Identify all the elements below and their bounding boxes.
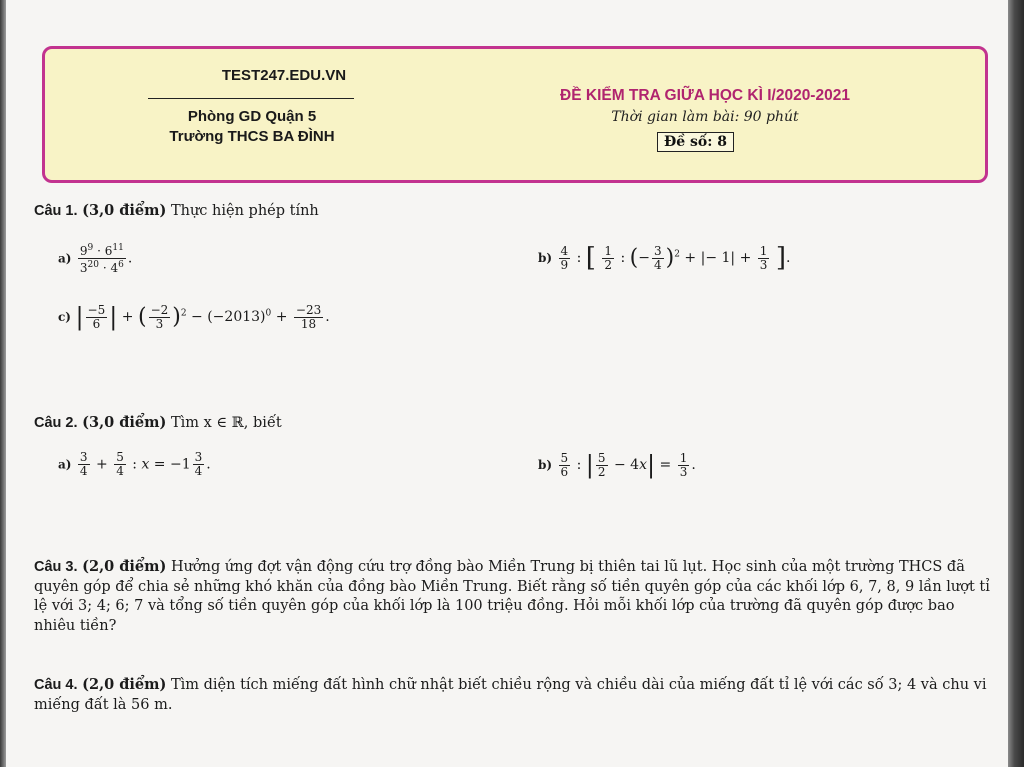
q2a-expression: a) $\frac{3}{4}$ + $\frac{5}{4}$ : x = −1 $\frac{3}{4}$ .	[58, 450, 211, 478]
q1b-expression: b) $\frac{4}{9}$ : [ $\frac{1}{2}$ : (− $\frac{3}{4}$ )$^2$ + |− 1| + $\frac{1}{3}$ ].	[538, 243, 791, 273]
exam-time: Thời gian làm bài: 90 phút	[611, 109, 799, 125]
q1-label: Câu 1.	[34, 203, 78, 219]
q1-heading	[34, 202, 319, 219]
q3-label: Câu 3.	[34, 559, 78, 575]
q2a-label: a)	[58, 457, 72, 472]
q2-points: (3,0 điểm)	[82, 414, 167, 431]
q4-text: Tìm diện tích miếng đất hình chữ nhật biết chiều rộng và chiều dài của miếng đất tỉ lệ với các số 3; 4 và chu vi miếng đất là 56 m.	[34, 677, 987, 713]
q2-heading	[34, 414, 282, 431]
photo-right-edge	[1008, 0, 1024, 767]
q2-label: Câu 2.	[34, 415, 78, 431]
site-name: TEST247.EDU.VN	[221, 67, 347, 84]
exam-title: ĐỀ KIỂM TRA GIỮA HỌC KÌ I/2020-2021	[560, 87, 850, 104]
q4-points: (2,0 điểm)	[82, 676, 167, 693]
q1-points: (3,0 điểm)	[82, 202, 167, 219]
exam-paper	[6, 0, 1010, 767]
exam-code: Đề số: 8	[657, 132, 734, 152]
q1a-label: a)	[58, 251, 72, 266]
department-name: Phòng GD Quận 5	[187, 108, 317, 125]
q3-block	[34, 557, 990, 636]
q3-text: Hưởng ứng đợt vận động cứu trợ đồng bào Miền Trung bị thiên tai lũ lụt. Học sinh của một trường THCS đã quyên góp để chia sẻ những khó khăn của đồng bào Miền Trung. Biết rằng số tiền quyên góp của các khối lớp 6, 7, 8, 9 lần lượt tỉ lệ với 3; 4; 6; 7 và tổng số tiền quyên góp của khối lớp là 100 triệu đồng. Hỏi mỗi khối lớp của trường đã quyên góp được bao nhiêu tiền?	[34, 559, 990, 634]
q2b-expression: b) $\frac{5}{6}$ : | $\frac{5}{2}$ − 4x| = $\frac{1}{3}$ .	[538, 450, 696, 479]
q1a-expression: a) $\frac{9^9 \cdot 6^{11}}{3^{20} \cdot 4^6}$ .	[58, 243, 133, 275]
q2b-label: b)	[538, 458, 553, 472]
q1a-fraction: $\frac{9^9 \cdot 6^{11}}{3^{20} \cdot 4^6}$	[79, 243, 124, 275]
header-divider	[148, 98, 354, 99]
school-name: Trường THCS BA ĐÌNH	[169, 128, 335, 145]
q1c-label: c)	[58, 310, 71, 324]
q1-prompt: Thực hiện phép tính	[170, 203, 319, 219]
q1c-expression: c) | $\frac{-5}{6}$ | + ( $\frac{-2}{3}$ )$^2 - (-2013)^0$ + $\frac{-23}{18}$ .	[58, 302, 330, 331]
q4-block	[34, 675, 990, 715]
q4-label: Câu 4.	[34, 677, 78, 693]
q3-points: (2,0 điểm)	[82, 558, 167, 575]
exam-header	[42, 46, 988, 183]
q2-prompt: Tìm x ∈ ℝ, biết	[170, 415, 282, 431]
q1b-label: b)	[538, 251, 553, 265]
